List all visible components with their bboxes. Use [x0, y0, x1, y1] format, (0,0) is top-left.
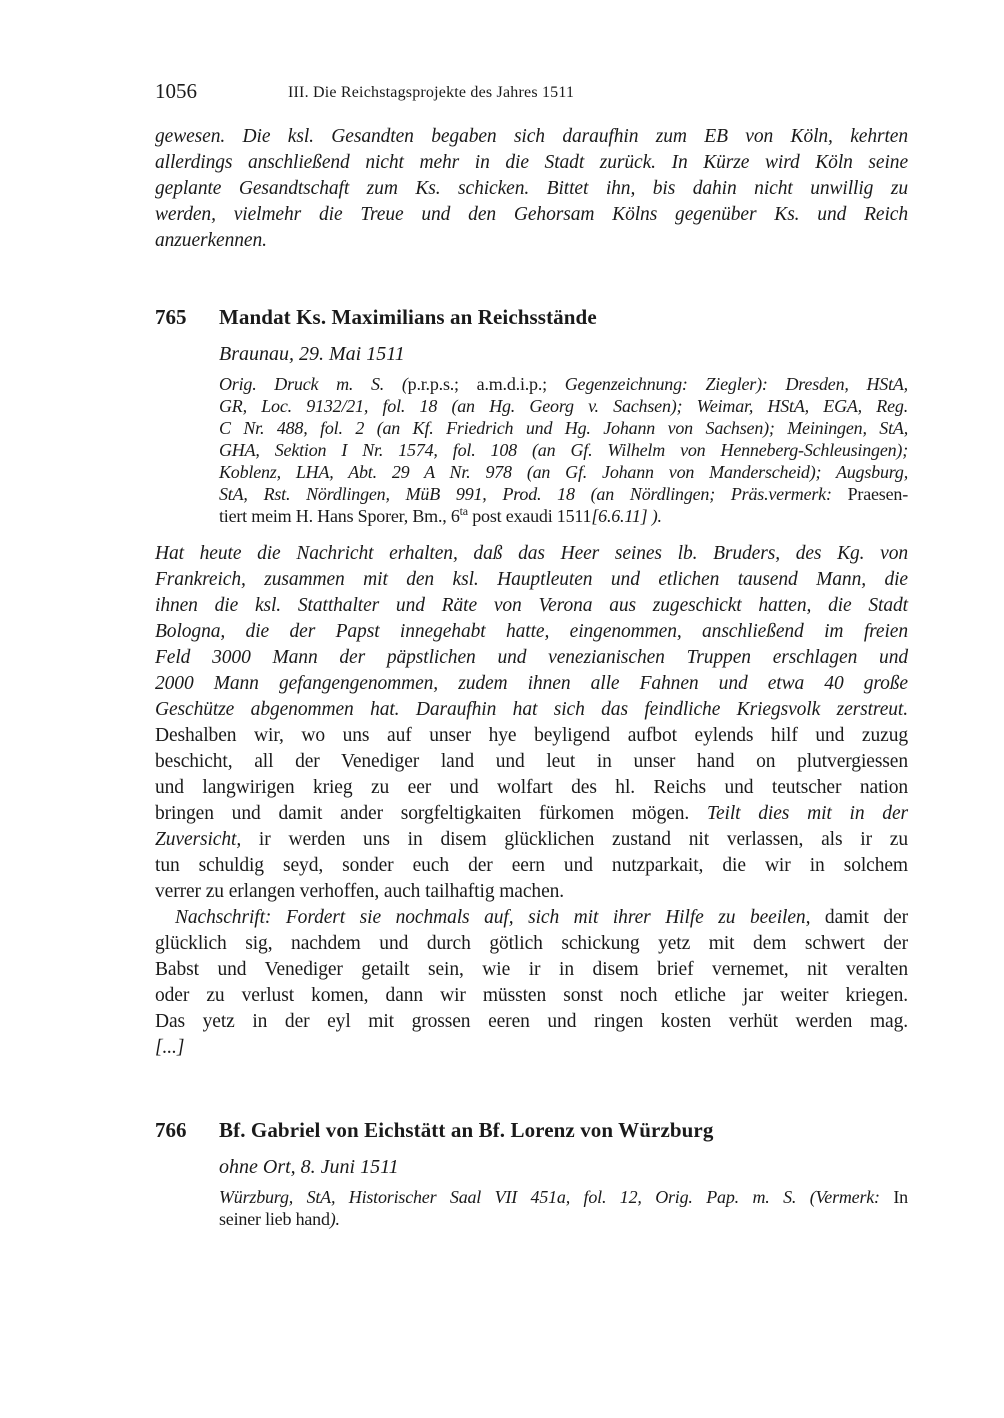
entry-766: [155, 1116, 908, 1230]
text-run: ).: [329, 1209, 340, 1229]
page-number: 1056: [155, 79, 197, 103]
text-line: [155, 150, 908, 176]
text-run: werden, vielmehr die Treue und den Gehorsam Kölns gegenüber Ks. und Reich: [155, 204, 908, 225]
entry-dateline: ohne Ort, 8. Juni 1511: [219, 1156, 399, 1178]
entry-heading: [155, 303, 908, 331]
text-run: [6.6.11] ).: [591, 506, 662, 526]
text-line: [155, 1035, 908, 1061]
text-run: oder zu verlust komen, dann wir müssten sonst noch etliche jar weiter kriegen.: [155, 985, 908, 1006]
text-line: [219, 1208, 908, 1230]
text-run: GR, Loc. 9132/21, fol. 18 (an Hg. Georg v. Sachsen); Weimar, HStA, EGA, Reg.: [219, 396, 908, 416]
text-line: [155, 619, 908, 645]
text-run: ir werden uns in disem glücklichen zustand nit verlassen, als ir zu: [241, 829, 908, 850]
text-run: und langwirigen krieg zu eer und wolfart des hl. Reichs und teutscher nation: [155, 777, 908, 798]
text-line: [219, 1186, 908, 1208]
text-run: allerdings anschließend nicht mehr in die Stadt zurück. In Kürze wird Köln seine: [155, 152, 908, 173]
text-run: Praesen-: [847, 484, 908, 504]
text-line: [155, 749, 908, 775]
text-run: Babst und Venediger getailt sein, wie ir in disem brief vernemet, nit veralten: [155, 959, 908, 980]
entry-source-note: [219, 1186, 908, 1230]
text-run: [...]: [155, 1037, 185, 1058]
text-run: 2000 Mann gefangengenommen, zudem ihnen alle Fahnen und etwa 40 große: [155, 673, 908, 694]
text-run: Hat heute die Nachricht erhalten, daß das Heer seines lb. Bruders, des Kg. von: [155, 543, 908, 564]
text-run: verrer zu erlangen verhoffen, auch tailhaftig machen.: [155, 881, 565, 902]
text-run: ta: [459, 504, 468, 518]
text-run: C Nr. 488, fol. 2 (an Kf. Friedrich und Hg. Johann von Sachsen); Meiningen, StA,: [219, 418, 908, 438]
text-run: geplante Gesandtschaft zum Ks. schicken. Bittet ihn, bis dahin nicht unwillig zu: [155, 178, 908, 199]
text-run: Teilt dies mit in der: [707, 803, 908, 824]
text-line: [155, 228, 908, 254]
entry-heading: [155, 1116, 908, 1144]
text-line: [155, 983, 908, 1009]
entry-number: 766: [155, 1118, 187, 1142]
entry-dateline: Braunau, 29. Mai 1511: [219, 343, 405, 365]
text-line: [155, 176, 908, 202]
text-line: [219, 461, 908, 483]
text-line: [155, 1009, 908, 1035]
text-run: Orig. Druck m. S. (: [219, 374, 408, 394]
text-line: [155, 124, 908, 150]
text-run: Deshalben wir, wo uns auf unser hye beyligend aufbot eylends hilf und zuzug: [155, 725, 908, 746]
text-run: glücklich sig, nachdem und durch götlich schickung yetz mit dem schwert der: [155, 933, 908, 954]
text-line: [155, 723, 908, 749]
text-run: beschicht, all der Venediger land und leut in unser hand on plutvergiessen: [155, 751, 908, 772]
text-line: [155, 853, 908, 879]
text-run: Bologna, die der Papst innegehabt hatte, eingenommen, anschließend im freien: [155, 621, 908, 642]
text-line: [155, 645, 908, 671]
text-line: [155, 801, 908, 827]
text-run: Koblenz, LHA, Abt. 29 A Nr. 978 (an Gf. Johann von Manderscheid); Augsburg,: [219, 462, 908, 482]
text-run: Frankreich, zusammen mit den ksl. Hauptleuten und etlichen tausend Mann, die: [155, 569, 908, 590]
running-header: [155, 80, 908, 102]
text-line: [155, 905, 908, 931]
text-line: [219, 505, 908, 527]
text-run: Geschütze abgenommen hat. Daraufhin hat sich das feindliche Kriegsvolk zerstreut.: [155, 699, 908, 720]
text-run: Gegenzeichnung: Ziegler): Dresden, HStA,: [564, 374, 908, 394]
text-line: [155, 593, 908, 619]
text-line: [219, 417, 908, 439]
entry-title: Mandat Ks. Maximilians an Reichsstände: [219, 305, 597, 329]
text-run: Nachschrift: Fordert sie nochmals auf, sich mit ihrer Hilfe zu beeilen,: [175, 907, 811, 928]
text-run: Zuversicht,: [155, 829, 242, 850]
text-run: damit der: [810, 907, 908, 928]
text-line: [155, 775, 908, 801]
text-run: GHA, Sektion I Nr. 1574, fol. 108 (an Gf. Wilhelm von Henneberg-Schleusingen);: [219, 440, 908, 460]
text-run: anzuerkennen.: [155, 230, 267, 251]
text-run: bringen und damit ander sorgfeltigkaiten fürkomen mögen.: [155, 803, 707, 824]
text-run: In: [893, 1187, 908, 1207]
running-title: III. Die Reichstagsprojekte des Jahres 1511: [288, 84, 575, 101]
text-run: tun schuldig seyd, sonder euch der eern und nutzparkait, die wir in solchem: [155, 855, 908, 876]
intro-paragraph: [155, 124, 908, 254]
text-line: [155, 957, 908, 983]
text-run: Das yetz in der eyl mit grossen eeren und ringen kosten verhüt werden mag.: [155, 1011, 908, 1032]
text-line: [219, 483, 908, 505]
text-line: [219, 439, 908, 461]
entry-body-paragraph: [155, 905, 908, 1061]
text-line: [155, 671, 908, 697]
entry-source-note: [219, 373, 908, 527]
text-line: [155, 202, 908, 228]
text-run: seiner lieb hand: [219, 1209, 330, 1229]
entry-765: [155, 303, 908, 1061]
text-run: post exaudi 1511: [467, 506, 592, 526]
text-line: [155, 827, 908, 853]
text-run: Feld 3000 Mann der päpstlichen und venezianischen Truppen erschlagen und: [155, 647, 908, 668]
entry-body-paragraph: [155, 541, 908, 905]
entry-body: [155, 541, 908, 1061]
entry-title: Bf. Gabriel von Eichstätt an Bf. Lorenz von Würzburg: [219, 1118, 714, 1142]
text-line: [155, 931, 908, 957]
text-line: [155, 567, 908, 593]
text-run: p.r.p.s.; a.m.d.i.p.;: [407, 374, 565, 394]
text-line: [155, 541, 908, 567]
text-run: StA, Rst. Nördlingen, MüB 991, Prod. 18 (an Nördlingen; Präs.vermerk:: [219, 484, 848, 504]
text-line: [155, 697, 908, 723]
text-run: tiert meim H. Hans Sporer, Bm., 6: [219, 506, 460, 526]
text-line: [219, 373, 908, 395]
text-run: Würzburg, StA, Historischer Saal VII 451a, fol. 12, Orig. Pap. m. S. (Vermerk:: [219, 1187, 894, 1207]
entry-number: 765: [155, 305, 187, 329]
text-run: ihnen die ksl. Statthalter und Räte von Verona aus zugeschickt hatten, die Stadt: [155, 595, 908, 616]
text-line: [219, 395, 908, 417]
text-line: [155, 879, 908, 905]
text-run: gewesen. Die ksl. Gesandten begaben sich daraufhin zum EB von Köln, kehrten: [155, 126, 908, 147]
